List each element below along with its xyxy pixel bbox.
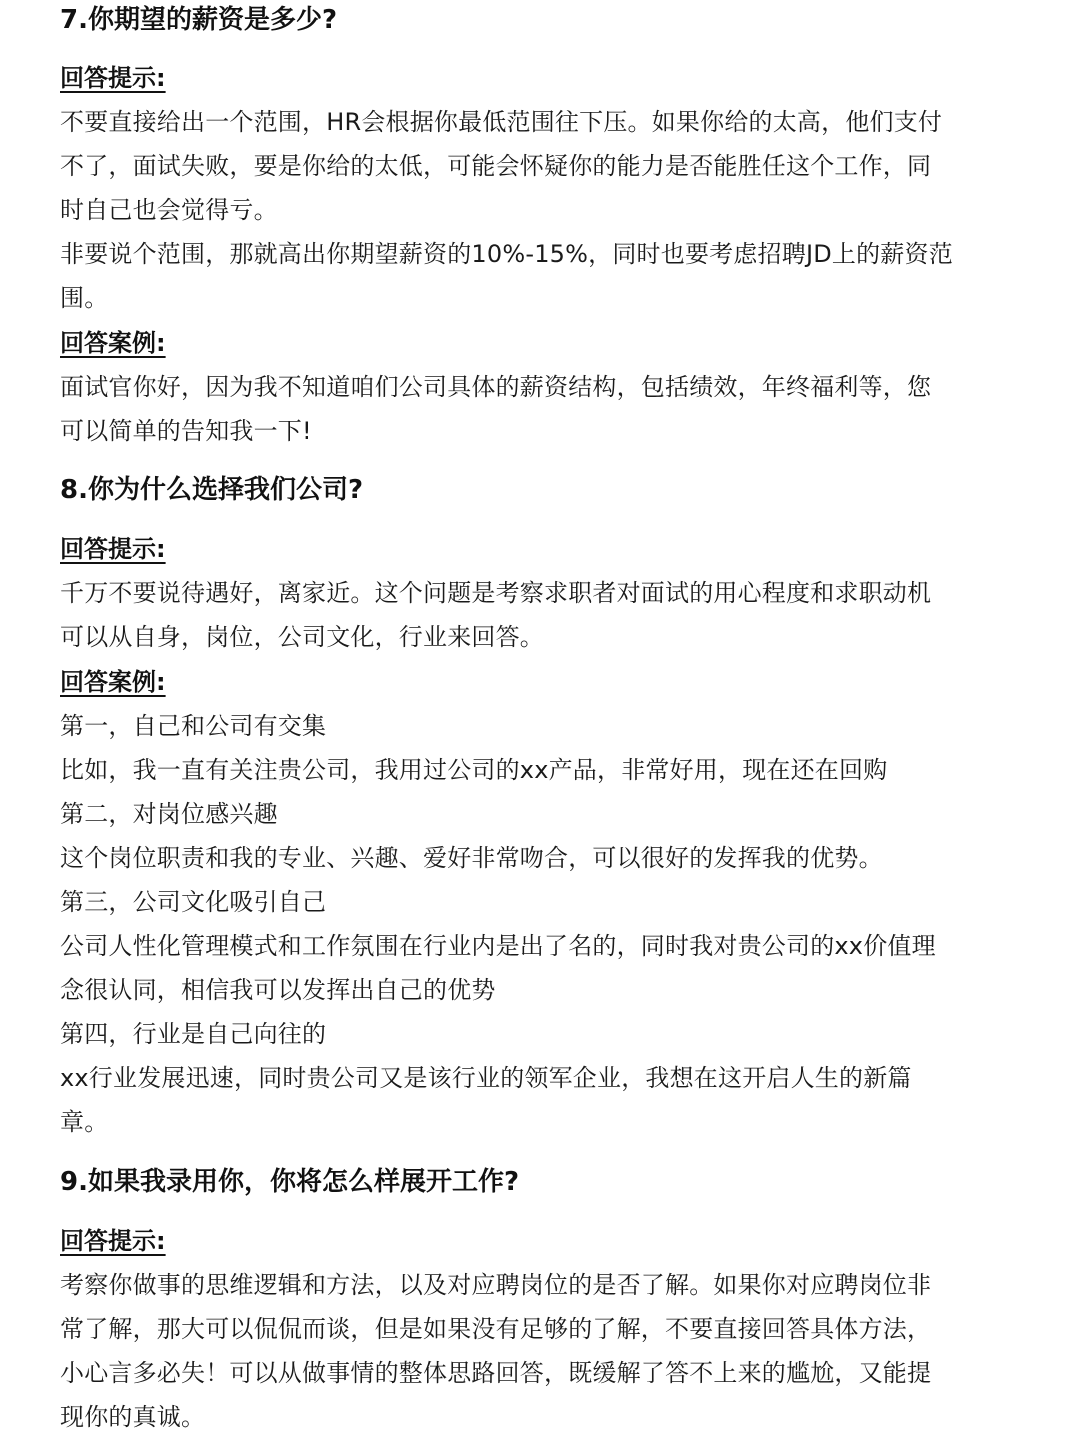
section-7-example bbox=[60, 321, 1020, 453]
section-9 bbox=[60, 1162, 1020, 1202]
hint-line: 考察你做事的思维逻辑和方法，以及对应聘岗位的是否了解。如果你对应聘岗位非 bbox=[60, 1271, 932, 1299]
hint-line: 围。 bbox=[60, 284, 109, 312]
example-line: 第三，公司文化吸引自己 bbox=[60, 888, 327, 916]
hint-line: 千万不要说待遇好，离家近。这个问题是考察求职者对面试的用心程度和求职动机 bbox=[60, 579, 932, 607]
question-title: 9.如果我录用你，你将怎么样展开工作? bbox=[60, 1167, 520, 1197]
hint-label: 回答提示: bbox=[60, 535, 166, 563]
example-line: xx行业发展迅速，同时贵公司又是该行业的领军企业，我想在这开启人生的新篇 bbox=[60, 1064, 912, 1092]
example-line: 第四，行业是自己向往的 bbox=[60, 1020, 327, 1048]
hint-line: 小心言多必失！可以从做事情的整体思路回答，既缓解了答不上来的尴尬，又能提 bbox=[60, 1359, 932, 1387]
example-line: 章。 bbox=[60, 1108, 109, 1136]
hint-label: 回答提示: bbox=[60, 1227, 166, 1255]
hint-line: 不了，面试失败，要是你给的太低，可能会怀疑你的能力是否能胜任这个工作，同 bbox=[60, 152, 932, 180]
section-7-hint bbox=[60, 56, 1020, 320]
section-8-example bbox=[60, 660, 1020, 1144]
section-8-hint bbox=[60, 527, 1020, 659]
example-line: 念很认同，相信我可以发挥出自己的优势 bbox=[60, 976, 496, 1004]
example-line: 比如，我一直有关注贵公司，我用过公司的xx产品，非常好用，现在还在回购 bbox=[60, 756, 888, 784]
hint-line: 非要说个范围，那就高出你期望薪资的10%-15%，同时也要考虑招聘JD上的薪资范 bbox=[60, 240, 953, 268]
section-7 bbox=[60, 0, 1020, 40]
example-line: 这个岗位职责和我的专业、兴趣、爱好非常吻合，可以很好的发挥我的优势。 bbox=[60, 844, 883, 872]
question-title: 8.你为什么选择我们公司? bbox=[60, 475, 364, 505]
hint-line: 常了解，那大可以侃侃而谈，但是如果没有足够的了解，不要直接回答具体方法， bbox=[60, 1315, 932, 1343]
example-line: 可以简单的告知我一下! bbox=[60, 417, 312, 445]
example-line: 公司人性化管理模式和工作氛围在行业内是出了名的，同时我对贵公司的xx价值理 bbox=[60, 932, 936, 960]
question-title: 7.你期望的薪资是多少? bbox=[60, 5, 338, 35]
example-label: 回答案例: bbox=[60, 329, 166, 357]
hint-line: 现你的真诚。 bbox=[60, 1403, 206, 1431]
section-9-hint bbox=[60, 1219, 1020, 1439]
example-label: 回答案例: bbox=[60, 668, 166, 696]
hint-line: 可以从自身，岗位，公司文化，行业来回答。 bbox=[60, 623, 544, 651]
example-line: 第二，对岗位感兴趣 bbox=[60, 800, 278, 828]
hint-line: 不要直接给出一个范围，HR会根据你最低范围往下压。如果你给的太高，他们支付 bbox=[60, 108, 943, 136]
example-line: 第一，自己和公司有交集 bbox=[60, 712, 327, 740]
hint-label: 回答提示: bbox=[60, 64, 166, 92]
hint-line: 时自己也会觉得亏。 bbox=[60, 196, 278, 224]
section-8 bbox=[60, 470, 1020, 510]
example-line: 面试官你好，因为我不知道咱们公司具体的薪资结构，包括绩效，年终福利等，您 bbox=[60, 373, 932, 401]
